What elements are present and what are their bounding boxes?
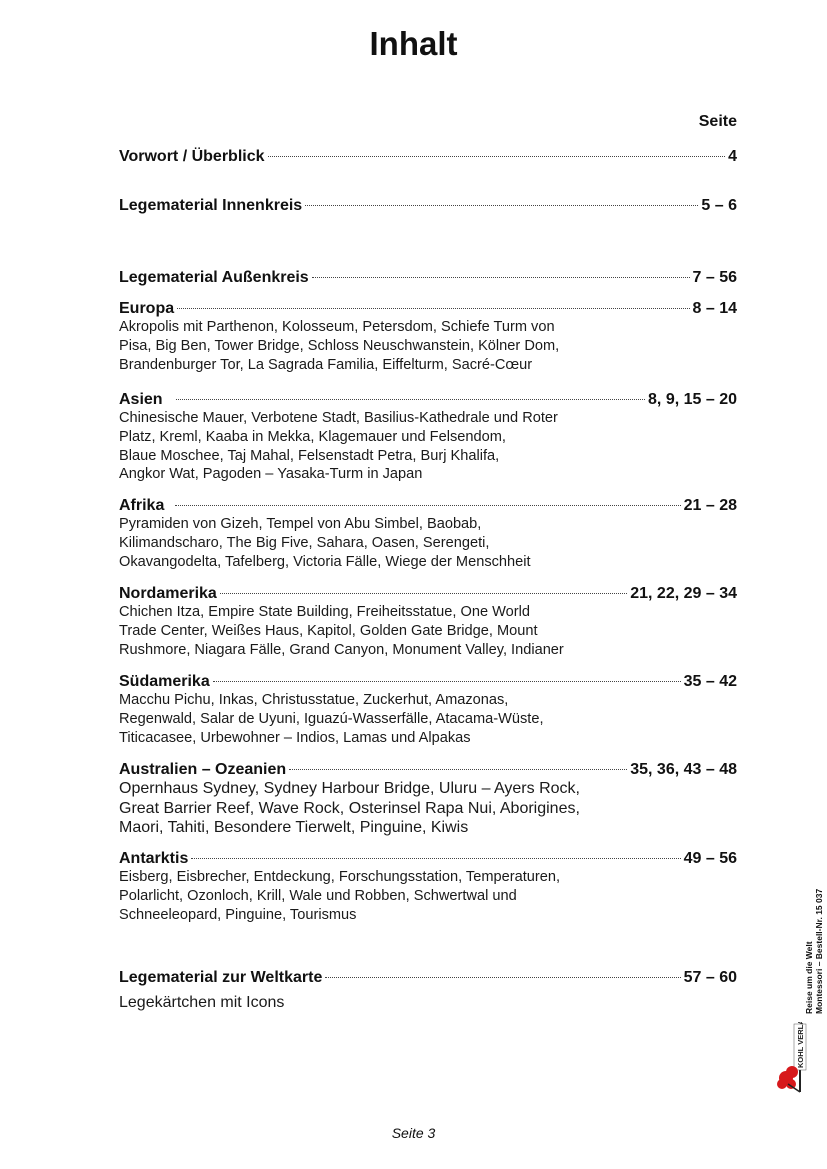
dot-leader: [176, 399, 645, 400]
side-note-title: Reise um die Welt: [804, 941, 814, 1014]
toc-label: Vorwort / Überblick: [119, 148, 265, 165]
toc-pages: 21 – 28: [683, 497, 737, 514]
dot-leader: [175, 505, 680, 506]
toc-pages: 7 – 56: [692, 269, 737, 286]
toc-pages: 5 – 6: [701, 197, 737, 214]
toc-pages: 8 – 14: [692, 300, 737, 317]
toc-label: Legematerial Innenkreis: [119, 197, 303, 214]
description-line: Chinesische Mauer, Verbotene Stadt, Basilius-Kathedrale und Roter: [119, 410, 558, 426]
description-line: Eisberg, Eisbrecher, Entdeckung, Forschungsstation, Temperaturen,: [119, 869, 561, 885]
toc-description-antarktis: [119, 868, 599, 924]
description-line: Okavangodelta, Tafelberg, Victoria Fälle, Wiege der Menschheit: [119, 553, 531, 570]
description-line: Kilimandscharo, The Big Five, Sahara, Oasen, Serengeti,: [119, 534, 490, 551]
toc-description-europa: [119, 318, 599, 374]
toc-label: Antarktis: [119, 850, 189, 867]
toc-description-australien: [119, 779, 599, 838]
description-line: Pisa, Big Ben, Tower Bridge, Schloss Neuschwanstein, Kölner Dom,: [119, 337, 560, 354]
toc-description-suedamerika: [119, 691, 599, 747]
toc-description-afrika: [119, 515, 599, 571]
description-line: Akropolis mit Parthenon, Kolosseum, Petersdom, Schiefe Turm von: [119, 319, 555, 335]
toc-label: Australien – Ozeanien: [119, 761, 287, 778]
toc-entry-afrika[interactable]: [119, 496, 737, 516]
toc-pages: 21, 22, 29 – 34: [630, 585, 737, 602]
svg-text:KOHL VERLAG: KOHL VERLAG: [796, 1022, 805, 1068]
toc-description-weltkarte: [119, 993, 599, 1013]
description-line: Trade Center, Weißes Haus, Kapitol, Golden Gate Bridge, Mount: [119, 622, 538, 639]
description-line: Macchu Pichu, Inkas, Christusstatue, Zuckerhut, Amazonas,: [119, 692, 509, 708]
toc-entry-innenkreis[interactable]: [119, 196, 737, 216]
description-line: Maori, Tahiti, Besondere Tierwelt, Pinguine, Kiwis: [119, 819, 469, 836]
toc-pages: 35 – 42: [683, 673, 737, 690]
page-footer: Seite 3: [391, 1125, 436, 1141]
description-line: Angkor Wat, Pagoden – Yasaka-Turm in Japan: [119, 466, 423, 483]
toc-pages: 49 – 56: [683, 850, 737, 867]
description-line: Schneeleopard, Pinguine, Tourismus: [119, 906, 357, 923]
page-title: Inhalt: [369, 25, 458, 62]
tree-logo-icon: [776, 1022, 810, 1094]
toc-entry-australien[interactable]: [119, 760, 737, 780]
dot-leader: [305, 205, 698, 206]
dot-leader: [177, 308, 689, 309]
description-line: Opernhaus Sydney, Sydney Harbour Bridge, Uluru – Ayers Rock,: [119, 780, 580, 797]
toc-pages: 8, 9, 15 – 20: [648, 391, 737, 408]
description-line: Titicacasee, Urbewohner – Indios, Lamas und Alpakas: [119, 729, 471, 746]
dot-leader: [191, 858, 680, 859]
toc-label: Legematerial Außenkreis: [119, 269, 309, 286]
toc-entry-weltkarte[interactable]: [119, 968, 737, 988]
publisher-logo: [776, 1022, 810, 1094]
toc-entry-antarktis[interactable]: [119, 849, 737, 869]
toc-label: Nordamerika: [119, 585, 217, 602]
toc-entry-suedamerika[interactable]: [119, 672, 737, 692]
description-line: Brandenburger Tor, La Sagrada Familia, Eiffelturm, Sacré-Cœur: [119, 356, 533, 373]
toc-label: Asien: [119, 391, 163, 408]
toc-description-nordamerika: [119, 603, 599, 659]
toc-label: Afrika: [119, 497, 165, 514]
toc-entry-europa[interactable]: [119, 299, 737, 319]
publisher-side-note: [804, 889, 824, 1014]
toc-entry-vorwort[interactable]: [119, 147, 737, 167]
toc-entry-asien[interactable]: [119, 390, 737, 410]
toc-label: Legematerial zur Weltkarte: [119, 969, 323, 986]
dot-leader: [268, 156, 726, 157]
side-note-order-number: Montessori – Bestell-Nr. 15 037: [814, 888, 824, 1014]
toc-label: Südamerika: [119, 673, 210, 690]
description-line: Rushmore, Niagara Fälle, Grand Canyon, Monument Valley, Indianer: [119, 641, 564, 658]
dot-leader: [312, 277, 690, 278]
toc-entry-nordamerika[interactable]: [119, 584, 737, 604]
page-column-header: Seite: [698, 113, 737, 130]
description-line: Platz, Kreml, Kaaba in Mekka, Klagemauer und Felsendom,: [119, 428, 506, 445]
toc-entry-aussenkreis[interactable]: [119, 268, 737, 288]
toc-pages: 57 – 60: [683, 969, 737, 986]
dot-leader: [220, 593, 627, 594]
dot-leader: [325, 977, 680, 978]
toc-pages: 4: [728, 148, 737, 165]
description-line: Polarlicht, Ozonloch, Krill, Wale und Robben, Schwertwal und: [119, 887, 517, 904]
toc-pages: 35, 36, 43 – 48: [630, 761, 737, 778]
description-line: Regenwald, Salar de Uyuni, Iguazú-Wasserfälle, Atacama-Wüste,: [119, 710, 544, 727]
toc-description-asien: [119, 409, 599, 484]
dot-leader: [289, 769, 627, 770]
description-line: Blaue Moschee, Taj Mahal, Felsenstadt Petra, Burj Khalifa,: [119, 447, 500, 464]
description-line: Chichen Itza, Empire State Building, Freiheitsstatue, One World: [119, 604, 530, 620]
description-line: Great Barrier Reef, Wave Rock, Osterinsel Rapa Nui, Aborigines,: [119, 799, 580, 817]
dot-leader: [213, 681, 681, 682]
toc-label: Europa: [119, 300, 175, 317]
description-line: Pyramiden von Gizeh, Tempel von Abu Simbel, Baobab,: [119, 516, 482, 532]
description-line: Legekärtchen mit Icons: [119, 994, 285, 1011]
